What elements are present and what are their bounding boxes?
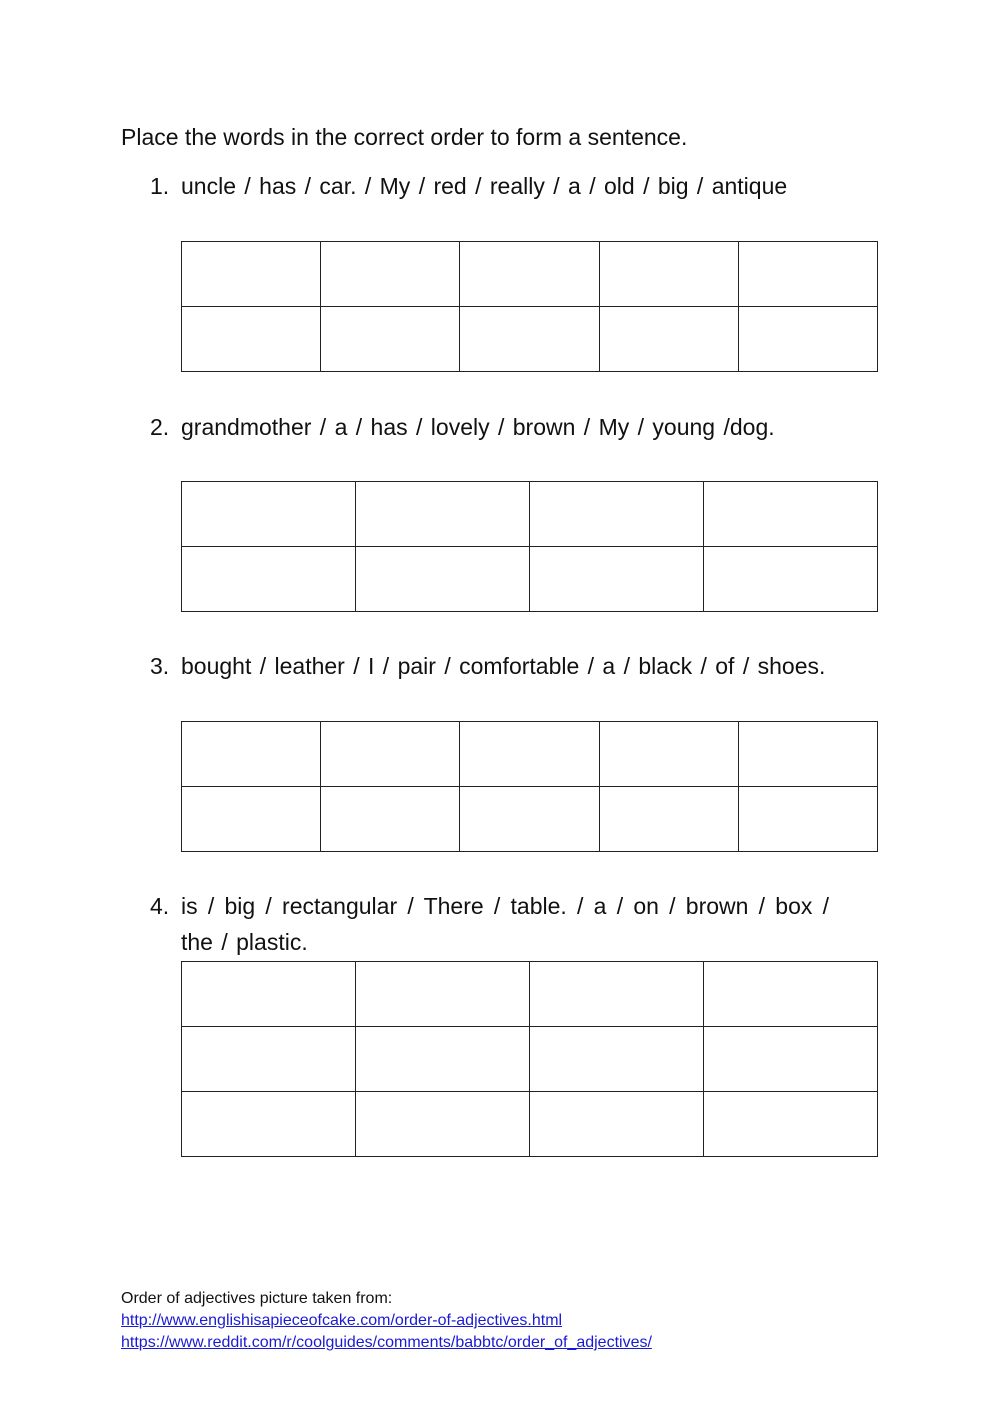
answer-row — [182, 1027, 878, 1092]
exercise-word-list: grandmother / a / has / lovely / brown / My / young /dog. — [181, 414, 775, 440]
answer-cell[interactable] — [738, 307, 877, 372]
answer-cell[interactable] — [182, 307, 321, 372]
answer-cell[interactable] — [704, 482, 878, 547]
answer-cell[interactable] — [530, 1027, 704, 1092]
answer-cell[interactable] — [182, 242, 321, 307]
answer-cell[interactable] — [182, 1092, 356, 1157]
exercise-word-list: is / big / rectangular / There / table. / a / on / brown / box / the / plastic. — [181, 893, 829, 955]
answer-cell[interactable] — [460, 787, 599, 852]
answer-cell[interactable] — [599, 307, 738, 372]
answer-cell[interactable] — [182, 722, 321, 787]
answer-cell[interactable] — [704, 962, 878, 1027]
answer-cell[interactable] — [182, 787, 321, 852]
answer-cell[interactable] — [460, 242, 599, 307]
answer-grid — [181, 721, 878, 852]
answer-row — [182, 722, 878, 787]
credits-note: Order of adjectives picture taken from: — [121, 1290, 393, 1307]
answer-cell[interactable] — [530, 962, 704, 1027]
answer-row — [182, 482, 878, 547]
answer-cell[interactable] — [460, 307, 599, 372]
exercise-number: 3. — [150, 653, 170, 679]
source-link-reddit[interactable]: https://www.reddit.com/r/coolguides/comments/babbtc/order_of_adjectives/ — [121, 1334, 652, 1351]
answer-cell[interactable] — [530, 547, 704, 612]
answer-cell[interactable] — [356, 1027, 530, 1092]
exercise-number: 2. — [150, 414, 170, 440]
answer-cell[interactable] — [356, 547, 530, 612]
answer-grid — [181, 481, 878, 612]
answer-cell[interactable] — [704, 547, 878, 612]
answer-grid — [181, 961, 878, 1157]
answer-row — [182, 1092, 878, 1157]
answer-row — [182, 787, 878, 852]
answer-row — [182, 547, 878, 612]
answer-cell[interactable] — [599, 722, 738, 787]
answer-cell[interactable] — [738, 787, 877, 852]
answer-cell[interactable] — [599, 242, 738, 307]
answer-cell[interactable] — [356, 482, 530, 547]
answer-cell[interactable] — [460, 722, 599, 787]
answer-cell[interactable] — [356, 1092, 530, 1157]
exercise-word-list: bought / leather / I / pair / comfortable / a / black / of / shoes. — [181, 653, 826, 679]
answer-row — [182, 962, 878, 1027]
answer-grid — [181, 241, 878, 372]
answer-row — [182, 307, 878, 372]
source-link-englishisapieceofcake[interactable]: http://www.englishisapieceofcake.com/order-of-adjectives.html — [121, 1312, 563, 1329]
exercise-number: 1. — [150, 173, 170, 199]
answer-cell[interactable] — [738, 722, 877, 787]
answer-cell[interactable] — [321, 242, 460, 307]
answer-cell[interactable] — [704, 1092, 878, 1157]
answer-cell[interactable] — [738, 242, 877, 307]
answer-cell[interactable] — [704, 1027, 878, 1092]
exercise-number: 4. — [150, 893, 170, 919]
answer-cell[interactable] — [182, 962, 356, 1027]
answer-row — [182, 242, 878, 307]
exercise-word-list: uncle / has / car. / My / red / really / a / old / big / antique — [181, 173, 788, 199]
answer-cell[interactable] — [321, 787, 460, 852]
answer-cell[interactable] — [356, 962, 530, 1027]
answer-cell[interactable] — [321, 722, 460, 787]
answer-cell[interactable] — [530, 1092, 704, 1157]
answer-cell[interactable] — [530, 482, 704, 547]
answer-cell[interactable] — [182, 1027, 356, 1092]
answer-cell[interactable] — [321, 307, 460, 372]
answer-cell[interactable] — [182, 482, 356, 547]
source-credits — [121, 1288, 652, 1354]
answer-cell[interactable] — [599, 787, 738, 852]
answer-cell[interactable] — [182, 547, 356, 612]
worksheet-instruction: Place the words in the correct order to form a sentence. — [121, 124, 688, 150]
